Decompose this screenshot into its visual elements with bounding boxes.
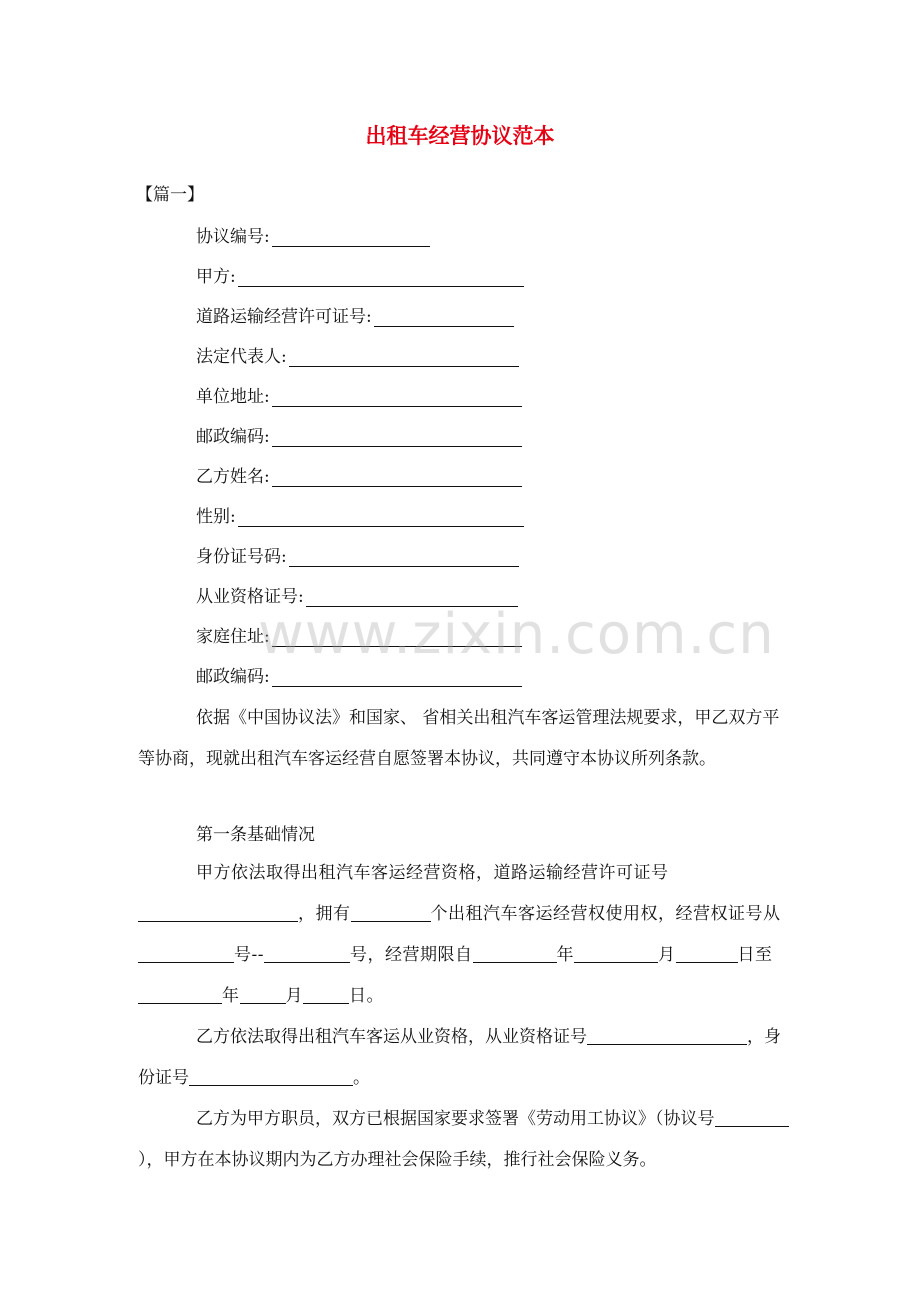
section-label: 【篇一】 <box>136 185 204 205</box>
blank-line <box>473 944 557 963</box>
article-1-paragraph-1 <box>138 853 790 1017</box>
text-run: ），甲方在本协议期内为乙方办理社会保险手续，推行社会保险义务。 <box>138 1150 657 1170</box>
article-1-heading: 第一条基础情况 <box>196 825 315 845</box>
article-1-paragraph-3 <box>138 1099 790 1181</box>
blank-line <box>138 944 234 963</box>
blank-line <box>272 228 430 247</box>
field-label: 乙方姓名: <box>196 467 270 487</box>
text-run: 年 <box>556 945 574 965</box>
text-run: 乙方依法取得出租汽车客运从业资格，从业资格证号 <box>196 1027 587 1047</box>
text-run: 月 <box>285 986 303 1006</box>
blank-line <box>303 985 349 1004</box>
field-label: 邮政编码: <box>196 667 270 687</box>
blank-line <box>264 944 350 963</box>
field-label: 从业资格证号: <box>196 587 304 607</box>
text-run: 日。 <box>349 986 384 1006</box>
field-party-a <box>196 262 524 288</box>
field-party-b-name <box>196 462 522 488</box>
text-run: 日至 <box>737 945 773 965</box>
blank-line <box>238 508 524 527</box>
field-postal-code-a <box>196 422 522 448</box>
field-legal-representative <box>196 342 519 368</box>
blank-line <box>272 428 522 447</box>
document-title: 出租车经营协议范本 <box>365 124 555 148</box>
field-label: 甲方: <box>196 267 236 287</box>
field-label: 协议编号: <box>196 227 270 247</box>
text-run: 月 <box>658 945 676 965</box>
field-label: 家庭住址: <box>196 627 270 647</box>
blank-line <box>240 985 286 1004</box>
article-1-paragraph-2 <box>138 1017 790 1099</box>
blank-line <box>238 268 524 287</box>
text-run: ，拥有 <box>298 904 351 924</box>
blank-line <box>715 1108 789 1127</box>
field-label: 法定代表人: <box>196 347 287 367</box>
text-run: 甲方依法取得出租汽车客运经营资格，道路运输经营许可证号 <box>196 863 669 883</box>
blank-line <box>587 1026 747 1045</box>
blank-line <box>272 668 522 687</box>
blank-line <box>189 1067 353 1086</box>
field-id-number <box>196 542 519 568</box>
blank-line <box>272 388 522 407</box>
text-run: 年 <box>222 986 240 1006</box>
text-run: 号-- <box>234 945 264 965</box>
blank-line <box>374 308 514 327</box>
text-run: 。 <box>353 1068 370 1088</box>
field-label: 单位地址: <box>196 387 270 407</box>
field-company-address <box>196 382 522 408</box>
field-label: 邮政编码: <box>196 427 270 447</box>
blank-line <box>272 468 522 487</box>
text-run: 乙方为甲方职员，双方已根据国家要求签署《劳动用工协议》（协议号 <box>196 1109 715 1129</box>
watermark: www.zixin.com.cn <box>258 602 775 667</box>
field-gender <box>196 502 524 528</box>
field-agreement-number <box>196 222 430 248</box>
field-label: 道路运输经营许可证号: <box>196 307 372 327</box>
intro-paragraph: 依据《中国协议法》和国家、 省相关出租汽车客运管理法规要求，甲乙双方平等协商，现就出租汽车客运经营自愿签署本协议，共同遵守本协议所列条款。 <box>138 708 780 769</box>
field-license-number <box>196 302 514 328</box>
text-run: 个出租汽车客运经营权使用权，经营权证号从 <box>430 904 781 924</box>
blank-line <box>138 985 222 1004</box>
field-label: 身份证号码: <box>196 547 287 567</box>
blank-line <box>138 903 298 922</box>
blank-line <box>289 348 519 367</box>
text-run: 号，经营期限自 <box>350 945 473 965</box>
text-run: ，身份证号 <box>138 1027 781 1088</box>
blank-line <box>289 548 519 567</box>
blank-line <box>676 944 738 963</box>
blank-line <box>574 944 658 963</box>
field-label: 性别: <box>196 507 236 527</box>
blank-line <box>351 903 431 922</box>
